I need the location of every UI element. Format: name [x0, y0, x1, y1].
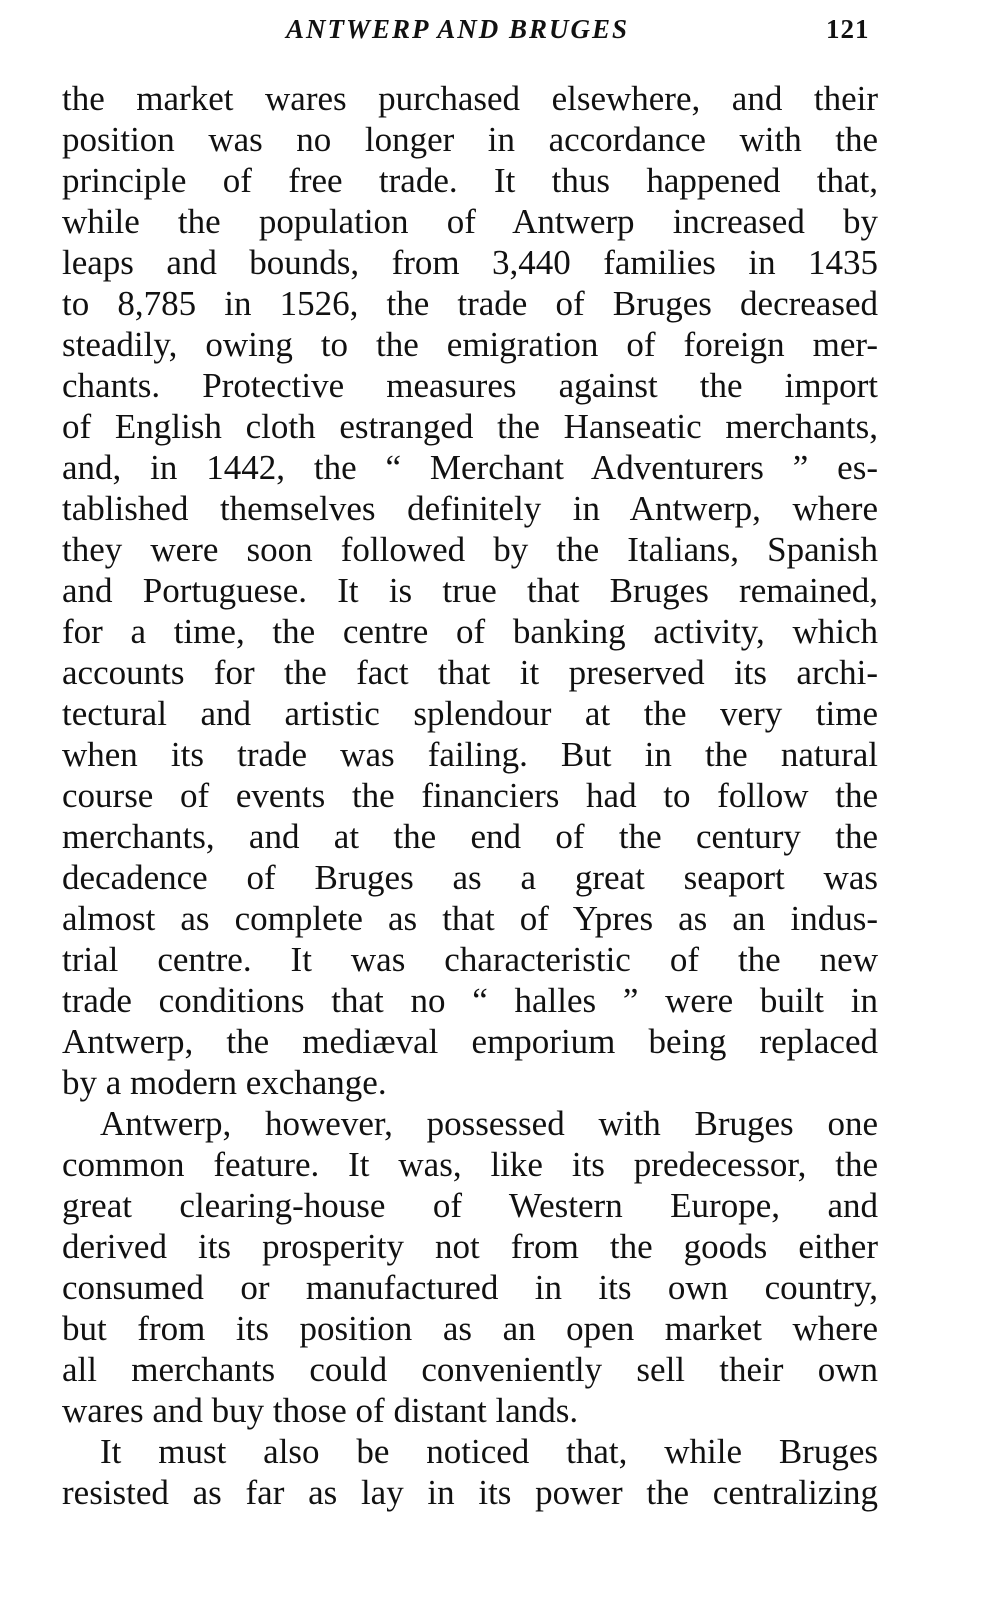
text-line: of English cloth estranged the Hanseatic merchants,	[62, 407, 878, 446]
text-line: resisted as far as lay in its power the centralizing	[62, 1473, 878, 1512]
text-line: decadence of Bruges as a great seaport was	[62, 858, 878, 897]
text-line: merchants, and at the end of the century the	[62, 817, 878, 856]
text-line: wares and buy those of distant lands.	[62, 1391, 579, 1430]
running-head	[0, 14, 1004, 54]
text-line: chants. Protective measures against the import	[62, 366, 878, 405]
text-line: principle of free trade. It thus happened that,	[62, 161, 878, 200]
running-title: ANTWERP AND BRUGES	[286, 14, 630, 44]
text-line: position was no longer in accordance with the	[62, 120, 878, 159]
text-line: and, in 1442, the “ Merchant Adventurers ” es-	[62, 448, 878, 487]
text-line: It must also be noticed that, while Bruges	[100, 1432, 878, 1471]
text-line: accounts for the fact that it preserved its archi-	[62, 653, 878, 692]
text-line: almost as complete as that of Ypres as an indus-	[62, 899, 878, 938]
text-line: by a modern exchange.	[62, 1063, 387, 1102]
text-line: tablished themselves definitely in Antwerp, where	[62, 489, 878, 528]
text-line: derived its prosperity not from the goods either	[62, 1227, 878, 1266]
text-line: when its trade was failing. But in the natural	[62, 735, 878, 774]
paragraph-2	[62, 1103, 878, 1431]
text-line: but from its position as an open market where	[62, 1309, 878, 1348]
text-line: common feature. It was, like its predecessor, the	[62, 1145, 878, 1184]
text-line: to 8,785 in 1526, the trade of Bruges decreased	[62, 284, 878, 323]
body-text	[62, 78, 878, 1513]
paragraph-3	[62, 1431, 878, 1513]
text-line: Antwerp, the mediæval emporium being replaced	[62, 1022, 878, 1061]
text-line: all merchants could conveniently sell their own	[62, 1350, 878, 1389]
text-line: trial centre. It was characteristic of the new	[62, 940, 878, 979]
text-line: for a time, the centre of banking activity, which	[62, 612, 878, 651]
paragraph-1	[62, 78, 878, 1103]
text-line: leaps and bounds, from 3,440 families in 1435	[62, 243, 878, 282]
page-number: 121	[826, 14, 870, 44]
text-line: great clearing-house of Western Europe, and	[62, 1186, 878, 1225]
text-line: course of events the financiers had to follow the	[62, 776, 878, 815]
text-line: trade conditions that no “ halles ” were built in	[62, 981, 878, 1020]
text-line: and Portuguese. It is true that Bruges remained,	[62, 571, 878, 610]
text-line: Antwerp, however, possessed with Bruges one	[100, 1104, 878, 1143]
text-line: the market wares purchased elsewhere, and their	[62, 79, 878, 118]
text-line: steadily, owing to the emigration of foreign mer-	[62, 325, 878, 364]
text-line: consumed or manufactured in its own country,	[62, 1268, 878, 1307]
text-line: they were soon followed by the Italians, Spanish	[62, 530, 878, 569]
text-line: while the population of Antwerp increased by	[62, 202, 878, 241]
text-line: tectural and artistic splendour at the very time	[62, 694, 878, 733]
